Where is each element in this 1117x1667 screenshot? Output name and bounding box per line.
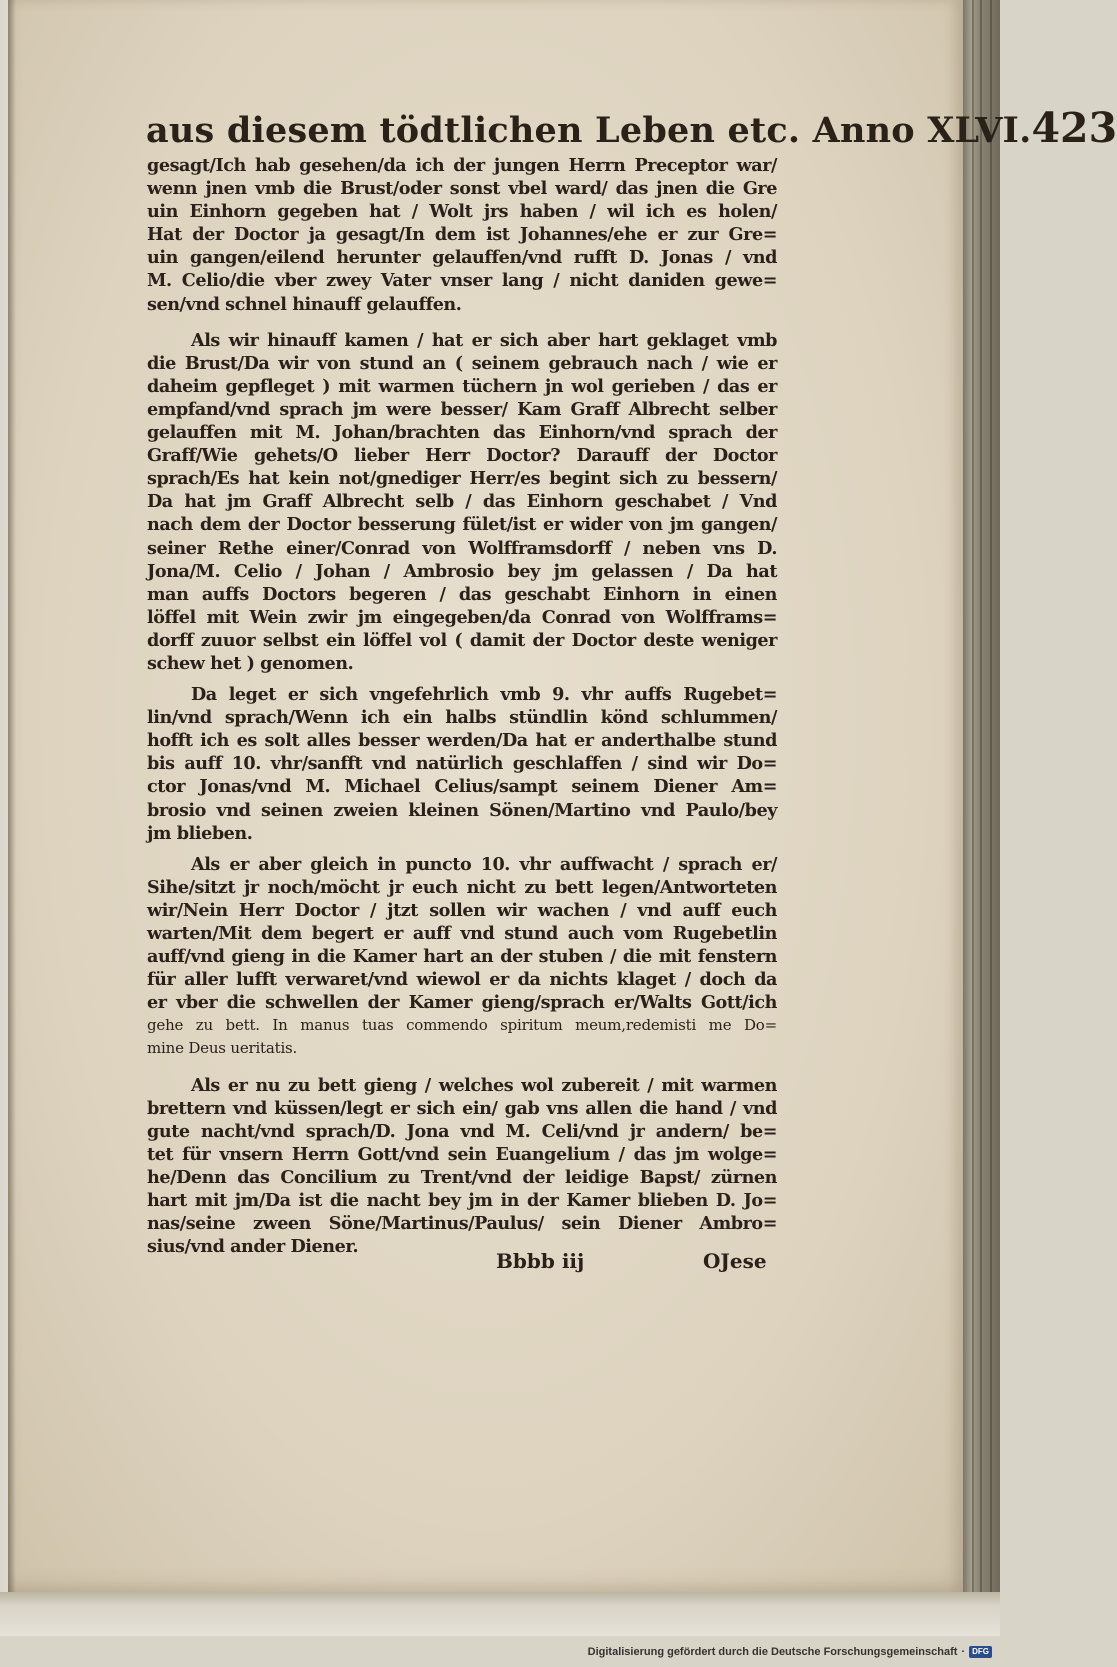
text-line: löffel mit Wein zwir jm eingegeben/da Conrad von Wolfframs= xyxy=(147,606,777,628)
text-line: sen/vnd schnel hinauff gelauffen. xyxy=(147,293,462,315)
page-edge-stack xyxy=(963,0,1000,1600)
text-line: Da hat jm Graff Albrecht selb / das Einhorn geschabet / Vnd xyxy=(147,491,777,513)
text-line: bis auff 10. vhr/sanfft vnd natürlich geschlaffen / sind wir Do= xyxy=(147,753,777,775)
text-line: hart mit jm/Da ist die nacht bey jm in der Kamer blieben D. Jo= xyxy=(147,1190,777,1212)
text-line: daheim gepfleget ) mit warmen tüchern jn wol gerieben / das er xyxy=(147,375,777,397)
text-line: Hat der Doctor ja gesagt/In dem ist Johannes/ehe er zur Gre= xyxy=(147,224,777,246)
text-line: hofft ich es solt alles besser werden/Da hat er anderthalbe stund xyxy=(147,730,777,752)
text-line: wenn jnen vmb die Brust/oder sonst vbel ward/ das jnen die Gre xyxy=(147,178,777,200)
text-line: Als er nu zu bett gieng / welches wol zubereit / mit warmen xyxy=(191,1074,777,1096)
text-line: M. Celio/die vber zwey Vater vnser lang / nicht daniden gewe= xyxy=(147,270,777,292)
catchword: OJese xyxy=(703,1249,767,1273)
text-line: nas/seine zween Söne/Martinus/Paulus/ sein Diener Ambro= xyxy=(147,1213,777,1235)
text-line: warten/Mit dem begert er auff vnd stund auch vom Rugebetlin xyxy=(147,923,777,944)
paragraph-gap xyxy=(147,1061,777,1074)
text-line: er vber die schwellen der Kamer gieng/sprach er/Walts Gott/ich xyxy=(147,992,777,1014)
credit-text: Digitalisierung gefördert durch die Deutsche Forschungsgemeinschaft xyxy=(587,1646,958,1658)
text-line: jm blieben. xyxy=(147,822,253,844)
text-line: he/Denn das Concilium zu Trent/vnd der leidige Bapst/ zürnen xyxy=(147,1166,777,1188)
text-line: Da leget er sich vngefehrlich vmb 9. vhr auffs Rugebet= xyxy=(191,684,777,706)
text-line: ctor Jonas/vnd M. Michael Celius/sampt seinem Diener Am= xyxy=(147,776,777,798)
text-line: mine Deus ueritatis. xyxy=(147,1039,298,1058)
text-line: tet für vnsern Herrn Gott/vnd sein Euangelium / das jm wolge= xyxy=(147,1143,777,1165)
text-line: wir/Nein Herr Doctor / jtzt sollen wir wachen / vnd auff euch xyxy=(147,899,777,921)
text-line: gelauffen mit M. Johan/brachten das Einhorn/vnd sprach der xyxy=(147,422,777,444)
signature-mark: Bbbb iij xyxy=(496,1249,585,1273)
running-head xyxy=(146,104,1117,160)
text-line: gute nacht/vnd sprach/D. Jona vnd M. Celi/vnd jr andern/ be= xyxy=(147,1120,777,1142)
text-line: gesagt/Ich hab gesehen/da ich der jungen Herrn Preceptor war/ xyxy=(147,155,777,176)
text-line: Als wir hinauff kamen / hat er sich aber hart geklaget vmb xyxy=(191,329,777,351)
dfg-logo: DFG xyxy=(969,1646,992,1658)
text-line: brettern vnd küssen/legt er sich ein/ gab vns allen die hand / vnd xyxy=(147,1097,777,1119)
text-line: brosio vnd seinen zweien kleinen Sönen/Martino vnd Paulo/bey xyxy=(147,799,777,821)
body-text xyxy=(147,154,777,1258)
text-line: uin gangen/eilend herunter gelauffen/vnd rufft D. Jonas / vnd xyxy=(147,247,777,269)
paragraph-gap xyxy=(147,675,777,683)
paragraph-gap xyxy=(147,845,777,853)
running-head-title: aus diesem tödtlichen Leben etc. Anno XLVI. xyxy=(146,110,1032,151)
text-line: uin Einhorn gegeben hat / Wolt jrs haben / wil ich es holen/ xyxy=(147,201,777,223)
text-line: auff/vnd gieng in die Kamer hart an der stuben / die mit fenstern xyxy=(147,946,777,968)
page-edge-line xyxy=(972,0,974,1600)
text-line: man auffs Doctors begeren / das geschabt Einhorn in einen xyxy=(147,583,777,605)
text-line: sprach/Es hat kein not/gnediger Herr/es begint sich zu bessern/ xyxy=(147,468,777,490)
credit-separator: · xyxy=(961,1646,966,1658)
paragraph-gap xyxy=(147,316,777,329)
page-edge-line xyxy=(990,0,992,1600)
text-line: seiner Rethe einer/Conrad von Wolfframsdorff / neben vns D. xyxy=(147,537,777,559)
text-line: empfand/vnd sprach jm were besser/ Kam Graff Albrecht selber xyxy=(147,398,777,420)
page-number: 423 xyxy=(1031,104,1117,152)
text-line: dorff zuuor selbst ein löffel vol ( damit der Doctor deste weniger xyxy=(147,629,777,651)
text-line: gehe zu bett. In manus tuas commendo spiritum meum,redemisti me Do= xyxy=(147,1016,777,1035)
digitization-credit xyxy=(588,1646,992,1658)
text-line: nach dem der Doctor besserung fület/ist er wider von jm gangen/ xyxy=(147,514,777,536)
text-line: Sihe/sitzt jr noch/möcht jr euch nicht zu bett legen/Antworteten xyxy=(147,876,777,898)
text-line: für aller lufft verwaret/vnd wiewol er da nichts klaget / doch da xyxy=(147,969,777,991)
text-line: sius/vnd ander Diener. xyxy=(147,1236,359,1258)
text-line: schew het ) genomen. xyxy=(147,652,354,674)
gutter-shadow xyxy=(8,0,16,1592)
text-line: die Brust/Da wir von stund an ( seinem gebrauch nach / wie er xyxy=(147,352,777,374)
text-line: Als er aber gleich in puncto 10. vhr auffwacht / sprach er/ xyxy=(191,853,777,875)
page-edge-line xyxy=(980,0,982,1600)
text-line: Jona/M. Celio / Johan / Ambrosio bey jm gelassen / Da hat xyxy=(147,560,777,582)
scan-bottom-margin xyxy=(0,1592,1000,1636)
text-line: lin/vnd sprach/Wenn ich ein halbs stündlin könd schlummen/ xyxy=(147,707,777,729)
text-line: Graff/Wie gehets/O lieber Herr Doctor? Darauff der Doctor xyxy=(147,445,777,467)
